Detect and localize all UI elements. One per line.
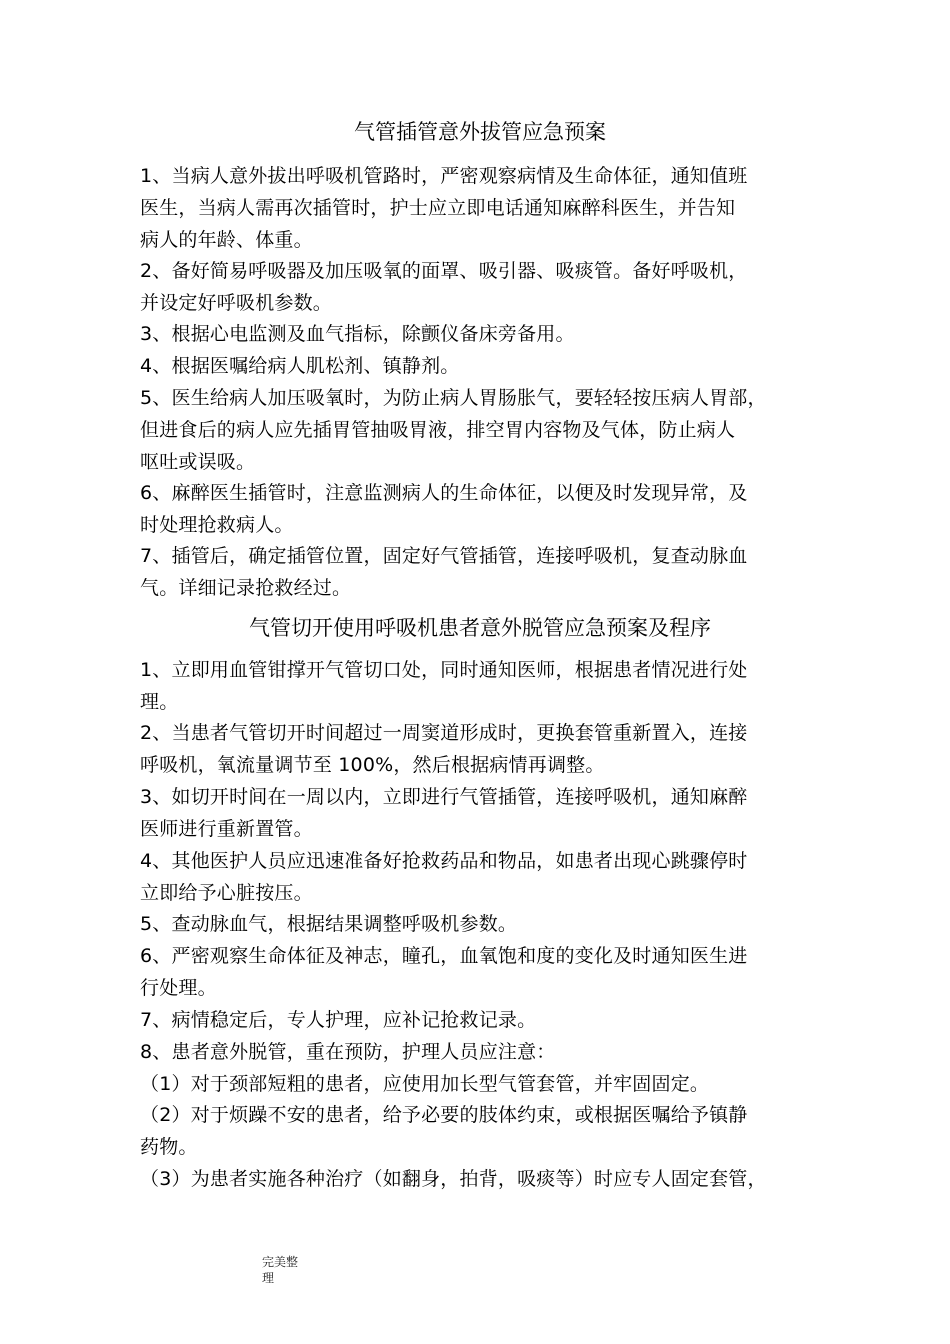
footer-line: 完美整	[262, 1255, 299, 1269]
section1-item-1	[140, 160, 825, 256]
section1-item-5	[140, 382, 825, 478]
text-line: 立即给予心脏按压。	[140, 882, 313, 904]
section2-item-5	[140, 908, 825, 940]
section1-item-6	[140, 477, 825, 541]
section1-item-7	[140, 540, 825, 604]
text-line: 病人的年龄、体重。	[140, 229, 313, 251]
text-line: 6、严密观察生命体征及神志，瞳孔，血氧饱和度的变化及时通知医生进	[140, 945, 748, 967]
text-line: 3、如切开时间在一周以内，立即进行气管插管，连接呼吸机，通知麻醉	[140, 786, 748, 808]
section1-item-4	[140, 350, 825, 382]
section2-subitem-2	[140, 1099, 825, 1163]
text-line: 并设定好呼吸机参数。	[140, 292, 333, 314]
text-line: 5、医生给病人加压吸氧时，为防止病人胃肠胀气，要轻轻按压病人胃部，	[140, 387, 767, 409]
text-line: 行处理。	[140, 977, 217, 999]
text-line: 但进食后的病人应先插胃管抽吸胃液，排空胃内容物及气体，防止病人	[140, 419, 736, 441]
text-line: 2、备好简易呼吸器及加压吸氧的面罩、吸引器、吸痰管。备好呼吸机，	[140, 260, 748, 282]
text-line: （3）为患者实施各种治疗（如翻身，拍背，吸痰等）时应专人固定套管，	[140, 1168, 767, 1190]
text-line: 气。详细记录抢救经过。	[140, 577, 352, 599]
section2-item-2	[140, 717, 825, 781]
text-line: 理。	[140, 691, 179, 713]
text-line: 7、病情稳定后，专人护理，应补记抢救记录。	[140, 1009, 537, 1031]
section1-title: 气管插管意外拔管应急预案	[354, 120, 606, 144]
section1-item-3	[140, 318, 825, 350]
text-line: 呕吐或误吸。	[140, 451, 256, 473]
text-line: 1、当病人意外拔出呼吸机管路时，严密观察病情及生命体征，通知值班	[140, 165, 748, 187]
section2-item-7	[140, 1004, 825, 1036]
text-line: 时处理抢救病人。	[140, 514, 294, 536]
section2-item-6	[140, 940, 825, 1004]
section2-subitem-3	[140, 1163, 825, 1195]
section2-item-4	[140, 845, 825, 909]
text-line: 7、插管后，确定插管位置，固定好气管插管，连接呼吸机，复查动脉血	[140, 545, 748, 567]
text-line: 1、立即用血管钳撑开气管切口处，同时通知医师，根据患者情况进行处	[140, 659, 748, 681]
text-line: 2、当患者气管切开时间超过一周窦道形成时，更换套管重新置入，连接	[140, 722, 748, 744]
text-line: 8、患者意外脱管，重在预防，护理人员应注意：	[140, 1041, 556, 1063]
text-line: （2）对于烦躁不安的患者，给予必要的肢体约束，或根据医嘱给予镇静	[140, 1104, 748, 1126]
section2-title: 气管切开使用呼吸机患者意外脱管应急预案及程序	[249, 616, 711, 640]
section2-item-3	[140, 781, 825, 845]
text-line: 药物。	[140, 1136, 198, 1158]
section2-subitem-1	[140, 1068, 825, 1100]
footer-note	[262, 1254, 322, 1286]
text-line: 6、麻醉医生插管时，注意监测病人的生命体征，以便及时发现异常，及	[140, 482, 748, 504]
text-line: （1）对于颈部短粗的患者，应使用加长型气管套管，并牢固固定。	[140, 1073, 710, 1095]
section2-item-1	[140, 654, 825, 718]
text-line: 4、其他医护人员应迅速准备好抢救药品和物品，如患者出现心跳骤停时	[140, 850, 748, 872]
footer-line: 理	[262, 1271, 275, 1285]
text-line: 5、查动脉血气，根据结果调整呼吸机参数。	[140, 913, 518, 935]
text-line: 3、根据心电监测及血气指标，除颤仪备床旁备用。	[140, 323, 575, 345]
text-line: 医生，当病人需再次插管时，护士应立即电话通知麻醉科医生，并告知	[140, 197, 736, 219]
text-line: 呼吸机，氧流量调节至 100%，然后根据病情再调整。	[140, 754, 605, 776]
text-line: 医师进行重新置管。	[140, 818, 313, 840]
section2-item-8	[140, 1036, 825, 1068]
section1-item-2	[140, 255, 825, 319]
text-line: 4、根据医嘱给病人肌松剂、镇静剂。	[140, 355, 460, 377]
